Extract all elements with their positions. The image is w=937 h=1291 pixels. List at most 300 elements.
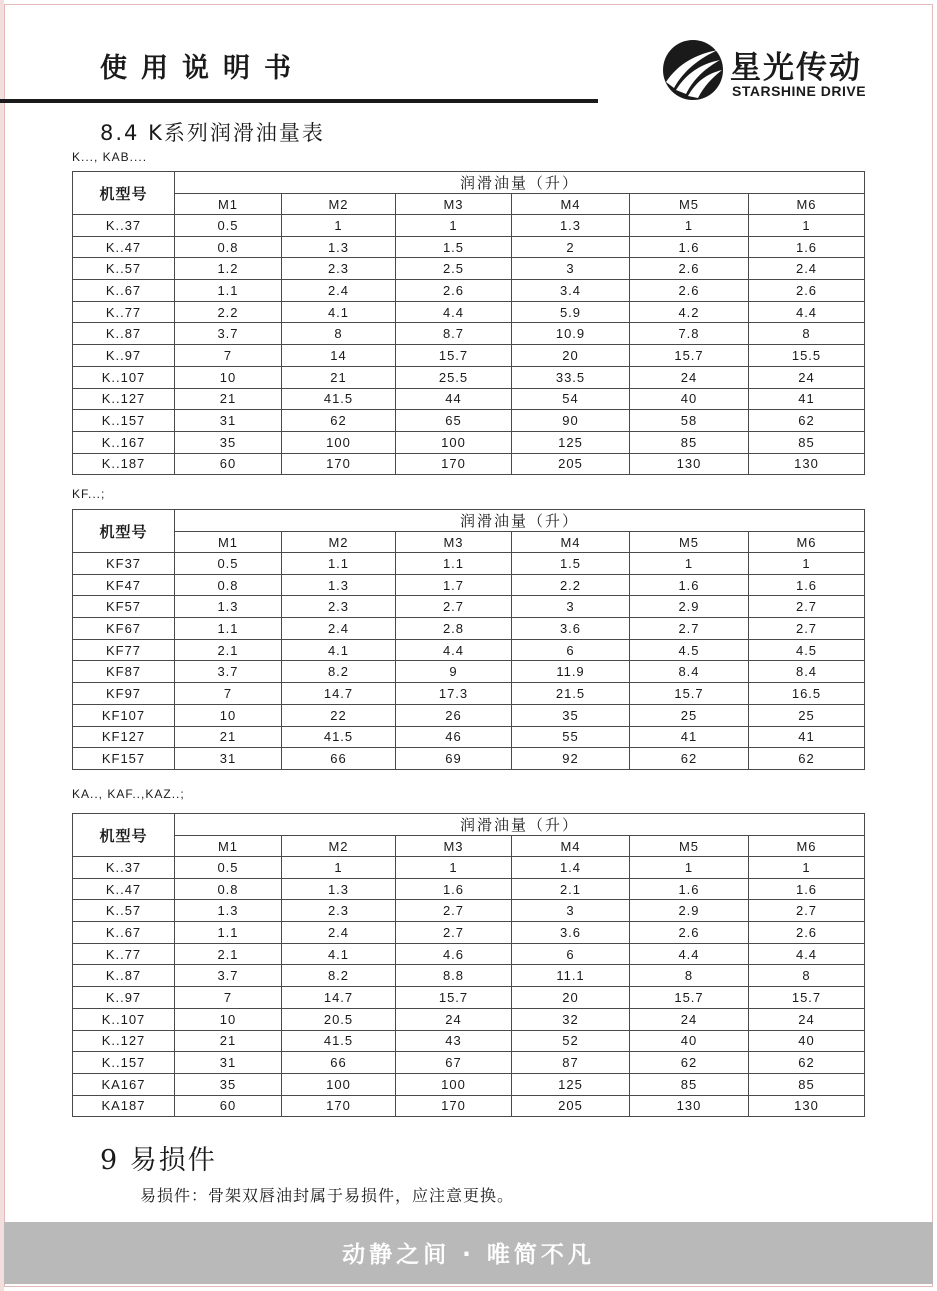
- oil-quantity-cell: 4.5: [630, 639, 749, 661]
- oil-quantity-cell: 3.6: [512, 922, 630, 944]
- table-row: [73, 726, 865, 748]
- oil-quantity-cell: 6: [512, 639, 630, 661]
- oil-quantity-cell: 2.7: [396, 922, 512, 944]
- oil-quantity-cell: 31: [175, 410, 282, 432]
- oil-quantity-cell: 2.3: [282, 900, 396, 922]
- model-cell: K..57: [73, 900, 175, 922]
- oil-quantity-cell: 62: [749, 748, 865, 770]
- oil-quantity-cell: 100: [396, 1073, 512, 1095]
- oil-quantity-cell: 35: [512, 704, 630, 726]
- oil-quantity-cell: 54: [512, 388, 630, 410]
- oil-quantity-cell: 4.4: [630, 943, 749, 965]
- table-row: [73, 236, 865, 258]
- oil-quantity-cell: 15.5: [749, 345, 865, 367]
- oil-quantity-cell: 16.5: [749, 683, 865, 705]
- model-cell: K..107: [73, 1008, 175, 1030]
- oil-quantity-cell: 1.2: [175, 258, 282, 280]
- table-row: [73, 1095, 865, 1117]
- table-caption: K..., KAB....: [72, 150, 148, 164]
- oil-quantity-cell: 4.4: [396, 639, 512, 661]
- oil-quantity-cell: 1.3: [175, 900, 282, 922]
- oil-quantity-cell: 4.5: [749, 639, 865, 661]
- table-row: [73, 639, 865, 661]
- oil-quantity-cell: 62: [749, 1052, 865, 1074]
- table-row: [73, 280, 865, 302]
- oil-quantity-cell: 2.4: [749, 258, 865, 280]
- oil-quantity-cell: 7: [175, 345, 282, 367]
- oil-quantity-header: 润滑油量（升）: [175, 510, 865, 532]
- oil-quantity-cell: 1: [282, 215, 396, 237]
- oil-quantity-cell: 14.7: [282, 683, 396, 705]
- oil-quantity-cell: 21: [175, 388, 282, 410]
- oil-quantity-cell: 3.7: [175, 661, 282, 683]
- oil-quantity-cell: 52: [512, 1030, 630, 1052]
- oil-quantity-cell: 1.1: [175, 280, 282, 302]
- oil-quantity-cell: 3: [512, 900, 630, 922]
- oil-quantity-cell: 66: [282, 1052, 396, 1074]
- model-cell: K..127: [73, 388, 175, 410]
- oil-quantity-cell: 1: [630, 857, 749, 879]
- oil-quantity-cell: 1: [749, 857, 865, 879]
- oil-quantity-cell: 3.7: [175, 965, 282, 987]
- oil-quantity-cell: 55: [512, 726, 630, 748]
- oil-quantity-cell: 4.2: [630, 301, 749, 323]
- mounting-position-header: M5: [630, 532, 749, 553]
- oil-quantity-cell: 15.7: [396, 345, 512, 367]
- oil-quantity-cell: 5.9: [512, 301, 630, 323]
- oil-quantity-cell: 7.8: [630, 323, 749, 345]
- oil-quantity-cell: 85: [749, 1073, 865, 1095]
- oil-quantity-cell: 41.5: [282, 726, 396, 748]
- mounting-position-header: M2: [282, 532, 396, 553]
- oil-quantity-cell: 46: [396, 726, 512, 748]
- oil-quantity-cell: 26: [396, 704, 512, 726]
- table-row: [73, 1008, 865, 1030]
- oil-quantity-cell: 10: [175, 704, 282, 726]
- oil-quantity-cell: 41: [749, 726, 865, 748]
- oil-quantity-cell: 0.8: [175, 878, 282, 900]
- oil-quantity-cell: 85: [630, 1073, 749, 1095]
- oil-quantity-cell: 1.6: [630, 878, 749, 900]
- table-caption: KF...;: [72, 487, 106, 501]
- oil-quantity-cell: 1: [282, 857, 396, 879]
- oil-quantity-cell: 1.6: [749, 236, 865, 258]
- oil-quantity-cell: 8: [630, 965, 749, 987]
- mounting-position-header: M6: [749, 836, 865, 857]
- oil-quantity-cell: 40: [630, 1030, 749, 1052]
- oil-quantity-cell: 8.4: [749, 661, 865, 683]
- table-caption: KA.., KAF..,KAZ..;: [72, 787, 185, 801]
- oil-quantity-cell: 2.6: [630, 922, 749, 944]
- oil-quantity-cell: 14.7: [282, 987, 396, 1009]
- model-cell: K..37: [73, 215, 175, 237]
- oil-quantity-cell: 4.1: [282, 639, 396, 661]
- model-cell: K..127: [73, 1030, 175, 1052]
- oil-quantity-cell: 24: [396, 1008, 512, 1030]
- oil-quantity-cell: 17.3: [396, 683, 512, 705]
- page-title: 使用说明书: [100, 53, 305, 84]
- oil-quantity-cell: 1: [630, 215, 749, 237]
- oil-quantity-cell: 21.5: [512, 683, 630, 705]
- brand-name-en: STARSHINE DRIVE: [732, 83, 867, 99]
- table-row: [73, 683, 865, 705]
- oil-quantity-cell: 67: [396, 1052, 512, 1074]
- table-row: [73, 878, 865, 900]
- model-cell: K..47: [73, 236, 175, 258]
- oil-quantity-cell: 85: [630, 431, 749, 453]
- oil-quantity-cell: 170: [396, 453, 512, 475]
- oil-quantity-cell: 92: [512, 748, 630, 770]
- oil-quantity-cell: 2.4: [282, 280, 396, 302]
- model-cell: KF97: [73, 683, 175, 705]
- oil-quantity-cell: 2.7: [396, 596, 512, 618]
- oil-quantity-cell: 1.4: [512, 857, 630, 879]
- mounting-position-header: M1: [175, 836, 282, 857]
- oil-quantity-cell: 3.7: [175, 323, 282, 345]
- model-cell: KF87: [73, 661, 175, 683]
- model-cell: K..77: [73, 301, 175, 323]
- oil-quantity-cell: 24: [749, 1008, 865, 1030]
- oil-quantity-cell: 40: [630, 388, 749, 410]
- mounting-position-header: M1: [175, 532, 282, 553]
- oil-quantity-cell: 1.6: [749, 878, 865, 900]
- table-row: [73, 900, 865, 922]
- model-cell: KF57: [73, 596, 175, 618]
- oil-quantity-cell: 1: [630, 553, 749, 575]
- oil-quantity-cell: 4.1: [282, 301, 396, 323]
- model-cell: K..157: [73, 1052, 175, 1074]
- oil-quantity-cell: 8: [749, 965, 865, 987]
- oil-quantity-cell: 8: [749, 323, 865, 345]
- oil-quantity-cell: 1.1: [175, 618, 282, 640]
- model-cell: K..87: [73, 965, 175, 987]
- oil-quantity-cell: 20: [512, 987, 630, 1009]
- model-cell: K..57: [73, 258, 175, 280]
- model-cell: K..157: [73, 410, 175, 432]
- table-row: [73, 366, 865, 388]
- model-cell: K..67: [73, 922, 175, 944]
- brand-mark-icon: [660, 38, 726, 102]
- oil-quantity-cell: 205: [512, 1095, 630, 1117]
- oil-quantity-cell: 2.5: [396, 258, 512, 280]
- oil-quantity-cell: 170: [282, 1095, 396, 1117]
- oil-quantity-header: 润滑油量（升）: [175, 814, 865, 836]
- oil-quantity-cell: 24: [630, 366, 749, 388]
- model-cell: KF127: [73, 726, 175, 748]
- oil-quantity-cell: 2.1: [175, 943, 282, 965]
- oil-quantity-cell: 31: [175, 1052, 282, 1074]
- oil-quantity-cell: 100: [282, 1073, 396, 1095]
- model-column-header: 机型号: [73, 814, 175, 857]
- mounting-position-header: M3: [396, 194, 512, 215]
- oil-quantity-cell: 1.3: [282, 878, 396, 900]
- oil-quantity-cell: 2.6: [749, 922, 865, 944]
- oil-quantity-cell: 85: [749, 431, 865, 453]
- table-row: [73, 431, 865, 453]
- model-cell: KA167: [73, 1073, 175, 1095]
- table-row: [73, 1073, 865, 1095]
- model-cell: K..67: [73, 280, 175, 302]
- oil-quantity-cell: 100: [396, 431, 512, 453]
- oil-quantity-cell: 7: [175, 987, 282, 1009]
- oil-quantity-cell: 20: [512, 345, 630, 367]
- oil-quantity-cell: 10.9: [512, 323, 630, 345]
- model-column-header: 机型号: [73, 172, 175, 215]
- oil-quantity-cell: 1.6: [630, 236, 749, 258]
- oil-quantity-cell: 1.1: [396, 553, 512, 575]
- oil-quantity-cell: 205: [512, 453, 630, 475]
- oil-quantity-cell: 1: [749, 553, 865, 575]
- oil-quantity-cell: 2.2: [175, 301, 282, 323]
- oil-quantity-cell: 62: [282, 410, 396, 432]
- model-cell: KF67: [73, 618, 175, 640]
- mounting-position-header: M1: [175, 194, 282, 215]
- table-row: [73, 553, 865, 575]
- oil-quantity-cell: 25: [749, 704, 865, 726]
- oil-quantity-cell: 10: [175, 366, 282, 388]
- oil-quantity-cell: 1.6: [396, 878, 512, 900]
- oil-quantity-cell: 2.3: [282, 258, 396, 280]
- oil-quantity-cell: 2.7: [749, 900, 865, 922]
- table-row: [73, 618, 865, 640]
- oil-quantity-cell: 41: [630, 726, 749, 748]
- oil-quantity-cell: 62: [749, 410, 865, 432]
- oil-quantity-cell: 8.7: [396, 323, 512, 345]
- table-row: [73, 857, 865, 879]
- oil-quantity-cell: 100: [282, 431, 396, 453]
- oil-quantity-cell: 62: [630, 1052, 749, 1074]
- mounting-position-header: M6: [749, 532, 865, 553]
- table-row: [73, 453, 865, 475]
- oil-quantity-cell: 3: [512, 258, 630, 280]
- model-cell: KA187: [73, 1095, 175, 1117]
- oil-quantity-cell: 125: [512, 1073, 630, 1095]
- section-body: 易损件：骨架双唇油封属于易损件，应注意更换。: [140, 1186, 515, 1205]
- oil-quantity-cell: 60: [175, 453, 282, 475]
- table-row: [73, 345, 865, 367]
- oil-quantity-cell: 66: [282, 748, 396, 770]
- model-cell: K..37: [73, 857, 175, 879]
- oil-quantity-cell: 62: [630, 748, 749, 770]
- oil-quantity-cell: 1.1: [175, 922, 282, 944]
- oil-quantity-cell: 2.6: [749, 280, 865, 302]
- oil-quantity-cell: 1.5: [512, 553, 630, 575]
- oil-quantity-cell: 9: [396, 661, 512, 683]
- oil-quantity-cell: 41.5: [282, 388, 396, 410]
- table-row: [73, 661, 865, 683]
- oil-quantity-cell: 65: [396, 410, 512, 432]
- oil-quantity-cell: 11.1: [512, 965, 630, 987]
- oil-quantity-cell: 2.1: [512, 878, 630, 900]
- oil-quantity-cell: 41: [749, 388, 865, 410]
- oil-quantity-cell: 2.4: [282, 618, 396, 640]
- oil-quantity-cell: 1.6: [749, 574, 865, 596]
- mounting-position-header: M3: [396, 532, 512, 553]
- oil-quantity-cell: 21: [282, 366, 396, 388]
- model-cell: KF47: [73, 574, 175, 596]
- oil-quantity-cell: 0.5: [175, 215, 282, 237]
- oil-quantity-cell: 15.7: [396, 987, 512, 1009]
- oil-quantity-cell: 1.3: [282, 574, 396, 596]
- oil-quantity-cell: 22: [282, 704, 396, 726]
- oil-quantity-cell: 41.5: [282, 1030, 396, 1052]
- oil-quantity-cell: 3.6: [512, 618, 630, 640]
- footer-band: [4, 1222, 933, 1284]
- oil-quantity-cell: 4.1: [282, 943, 396, 965]
- oil-quantity-cell: 2.8: [396, 618, 512, 640]
- oil-quantity-cell: 1.3: [512, 215, 630, 237]
- oil-table-ka: [72, 813, 865, 1117]
- table-row: [73, 301, 865, 323]
- oil-quantity-cell: 2.7: [749, 596, 865, 618]
- table-row: [73, 922, 865, 944]
- oil-quantity-cell: 4.4: [749, 301, 865, 323]
- oil-quantity-cell: 32: [512, 1008, 630, 1030]
- oil-quantity-cell: 7: [175, 683, 282, 705]
- section-title: 9 易损件: [100, 1145, 217, 1176]
- oil-quantity-cell: 1.6: [630, 574, 749, 596]
- oil-quantity-cell: 4.6: [396, 943, 512, 965]
- oil-quantity-cell: 8.2: [282, 965, 396, 987]
- oil-quantity-cell: 2.6: [630, 258, 749, 280]
- model-cell: K..97: [73, 987, 175, 1009]
- mounting-position-header: M4: [512, 836, 630, 857]
- oil-quantity-cell: 170: [282, 453, 396, 475]
- oil-quantity-cell: 1: [749, 215, 865, 237]
- footer-slogan: 动静之间 · 唯简不凡: [342, 1242, 595, 1268]
- oil-quantity-header: 润滑油量（升）: [175, 172, 865, 194]
- oil-quantity-cell: 15.7: [630, 683, 749, 705]
- mounting-position-header: M2: [282, 836, 396, 857]
- oil-quantity-cell: 2.4: [282, 922, 396, 944]
- mounting-position-header: M5: [630, 836, 749, 857]
- oil-quantity-cell: 21: [175, 726, 282, 748]
- oil-quantity-cell: 130: [630, 453, 749, 475]
- oil-quantity-cell: 43: [396, 1030, 512, 1052]
- oil-quantity-cell: 2.3: [282, 596, 396, 618]
- oil-quantity-cell: 130: [749, 453, 865, 475]
- model-cell: K..87: [73, 323, 175, 345]
- oil-quantity-cell: 1.1: [282, 553, 396, 575]
- oil-quantity-cell: 40: [749, 1030, 865, 1052]
- model-cell: K..97: [73, 345, 175, 367]
- mounting-position-header: M3: [396, 836, 512, 857]
- oil-quantity-cell: 24: [630, 1008, 749, 1030]
- oil-quantity-cell: 0.5: [175, 857, 282, 879]
- brand-logo: [660, 38, 890, 102]
- oil-quantity-cell: 20.5: [282, 1008, 396, 1030]
- table-row: [73, 258, 865, 280]
- oil-quantity-cell: 87: [512, 1052, 630, 1074]
- oil-quantity-cell: 58: [630, 410, 749, 432]
- table-row: [73, 410, 865, 432]
- oil-quantity-cell: 1: [396, 215, 512, 237]
- oil-quantity-cell: 2.7: [630, 618, 749, 640]
- oil-quantity-cell: 2.9: [630, 596, 749, 618]
- table-row: [73, 388, 865, 410]
- model-cell: K..107: [73, 366, 175, 388]
- oil-table-kf: [72, 509, 865, 770]
- oil-quantity-cell: 24: [749, 366, 865, 388]
- oil-quantity-cell: 15.7: [749, 987, 865, 1009]
- model-cell: K..167: [73, 431, 175, 453]
- table-row: [73, 215, 865, 237]
- oil-quantity-cell: 33.5: [512, 366, 630, 388]
- oil-quantity-cell: 1.3: [175, 596, 282, 618]
- oil-quantity-cell: 8.8: [396, 965, 512, 987]
- oil-quantity-cell: 10: [175, 1008, 282, 1030]
- mounting-position-header: M5: [630, 194, 749, 215]
- oil-quantity-cell: 0.8: [175, 574, 282, 596]
- oil-quantity-cell: 170: [396, 1095, 512, 1117]
- section-heading: 8.4 K系列润滑油量表: [100, 121, 325, 145]
- oil-quantity-cell: 31: [175, 748, 282, 770]
- oil-quantity-cell: 11.9: [512, 661, 630, 683]
- oil-quantity-cell: 6: [512, 943, 630, 965]
- model-cell: K..187: [73, 453, 175, 475]
- model-cell: KF107: [73, 704, 175, 726]
- model-cell: KF157: [73, 748, 175, 770]
- oil-quantity-cell: 4.4: [749, 943, 865, 965]
- oil-quantity-cell: 35: [175, 431, 282, 453]
- brand-name-cn: 星光传动: [730, 50, 862, 86]
- oil-quantity-cell: 1.5: [396, 236, 512, 258]
- mounting-position-header: M6: [749, 194, 865, 215]
- table-row: [73, 748, 865, 770]
- oil-quantity-cell: 44: [396, 388, 512, 410]
- oil-quantity-cell: 21: [175, 1030, 282, 1052]
- oil-quantity-cell: 25: [630, 704, 749, 726]
- oil-quantity-cell: 2: [512, 236, 630, 258]
- table-row: [73, 323, 865, 345]
- model-cell: KF77: [73, 639, 175, 661]
- oil-quantity-cell: 2.6: [630, 280, 749, 302]
- table-row: [73, 1030, 865, 1052]
- header-rule: [0, 99, 598, 103]
- oil-quantity-cell: 35: [175, 1073, 282, 1095]
- oil-quantity-cell: 1.3: [282, 236, 396, 258]
- model-cell: K..77: [73, 943, 175, 965]
- table-row: [73, 704, 865, 726]
- oil-quantity-cell: 3: [512, 596, 630, 618]
- oil-quantity-cell: 8.2: [282, 661, 396, 683]
- table-row: [73, 987, 865, 1009]
- oil-quantity-cell: 0.8: [175, 236, 282, 258]
- oil-table-k: [72, 171, 865, 475]
- table-row: [73, 596, 865, 618]
- oil-quantity-cell: 69: [396, 748, 512, 770]
- oil-quantity-cell: 15.7: [630, 987, 749, 1009]
- model-column-header: 机型号: [73, 510, 175, 553]
- oil-quantity-cell: 1.7: [396, 574, 512, 596]
- table-row: [73, 574, 865, 596]
- oil-quantity-cell: 125: [512, 431, 630, 453]
- mounting-position-header: M4: [512, 532, 630, 553]
- oil-quantity-cell: 8: [282, 323, 396, 345]
- table-row: [73, 965, 865, 987]
- oil-quantity-cell: 25.5: [396, 366, 512, 388]
- mounting-position-header: M2: [282, 194, 396, 215]
- oil-quantity-cell: 0.5: [175, 553, 282, 575]
- oil-quantity-cell: 2.9: [630, 900, 749, 922]
- oil-quantity-cell: 1: [396, 857, 512, 879]
- oil-quantity-cell: 4.4: [396, 301, 512, 323]
- oil-quantity-cell: 3.4: [512, 280, 630, 302]
- oil-quantity-cell: 130: [749, 1095, 865, 1117]
- oil-quantity-cell: 130: [630, 1095, 749, 1117]
- oil-quantity-cell: 2.7: [396, 900, 512, 922]
- model-cell: KF37: [73, 553, 175, 575]
